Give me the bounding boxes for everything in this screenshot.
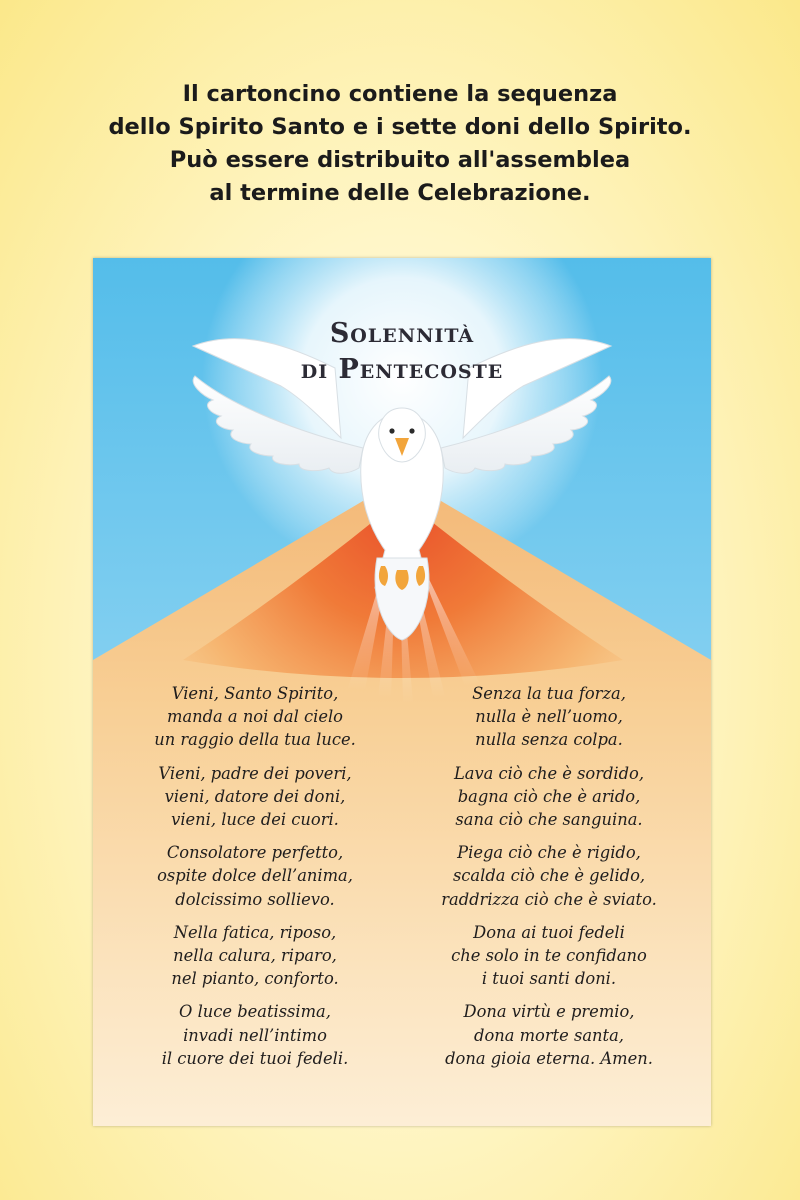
verse-line: bagna ciò che è arido, (457, 786, 641, 806)
intro-text (0, 78, 800, 210)
intro-line: al termine delle Celebrazione. (209, 180, 591, 206)
stanza (105, 921, 405, 991)
verse-line: Consolatore perfetto, (166, 843, 344, 863)
stanza (399, 1000, 699, 1070)
verse-line: dolcissimo sollievo. (175, 889, 335, 909)
card-title (93, 316, 711, 388)
verse-line: Lava ciò che è sordido, (453, 763, 645, 783)
stanza (105, 682, 405, 752)
verse-line: Vieni, Santo Spirito, (171, 684, 339, 703)
verse-line: che solo in te confidano (451, 946, 647, 966)
verse-line: i tuoi santi doni. (481, 969, 617, 989)
verse-line: manda a noi dal cielo (167, 707, 343, 727)
title-line: Solennità (329, 318, 475, 349)
verse-line: scalda ciò che è gelido, (452, 866, 646, 886)
prayer-card (93, 258, 711, 1126)
sequence-right-column (399, 682, 699, 1080)
verse-line: Nella fatica, riposo, (173, 922, 337, 942)
verse-line: il cuore dei tuoi fedeli. (161, 1048, 349, 1068)
verse-line: dona gioia eterna. Amen. (445, 1048, 653, 1068)
stanza (399, 841, 699, 911)
verse-line: nel pianto, conforto. (171, 969, 339, 989)
verse-line: O luce beatissima, (179, 1002, 331, 1022)
stanza (105, 841, 405, 911)
verse-line: raddrizza ciò che è sviato. (441, 889, 657, 909)
intro-line: Può essere distribuito all'assemblea (169, 147, 631, 173)
stanza (399, 682, 699, 752)
verse-line: ospite dolce dell’anima, (157, 866, 353, 886)
verse-line: Dona ai tuoi fedeli (473, 922, 625, 942)
verse-line: Vieni, padre dei poveri, (158, 763, 352, 783)
intro-line: Il cartoncino contiene la sequenza (182, 81, 618, 107)
verse-line: vieni, luce dei cuori. (171, 810, 339, 830)
verse-line: Dona virtù e premio, (463, 1002, 635, 1022)
verse-line: invadi nell’intimo (183, 1025, 327, 1045)
verse-line: vieni, datore dei doni, (164, 786, 346, 806)
verse-line: sana ciò che sanguina. (455, 810, 643, 830)
verse-line: Piega ciò che è rigido, (457, 843, 641, 863)
sequence-left-column (105, 682, 405, 1080)
verse-line: un raggio della tua luce. (154, 730, 356, 750)
verse-line: dona morte santa, (474, 1025, 624, 1045)
stanza (105, 1000, 405, 1070)
verse-line: nella calura, riparo, (173, 946, 337, 966)
title-line: di Pentecoste (300, 354, 504, 385)
stanza (105, 762, 405, 832)
verse-line: nulla senza colpa. (475, 730, 623, 750)
intro-line: dello Spirito Santo e i sette doni dello Spirito. (108, 114, 692, 140)
verse-line: nulla è nell’uomo, (475, 707, 623, 727)
stanza (399, 762, 699, 832)
stanza (399, 921, 699, 991)
verse-line: Senza la tua forza, (472, 684, 626, 703)
